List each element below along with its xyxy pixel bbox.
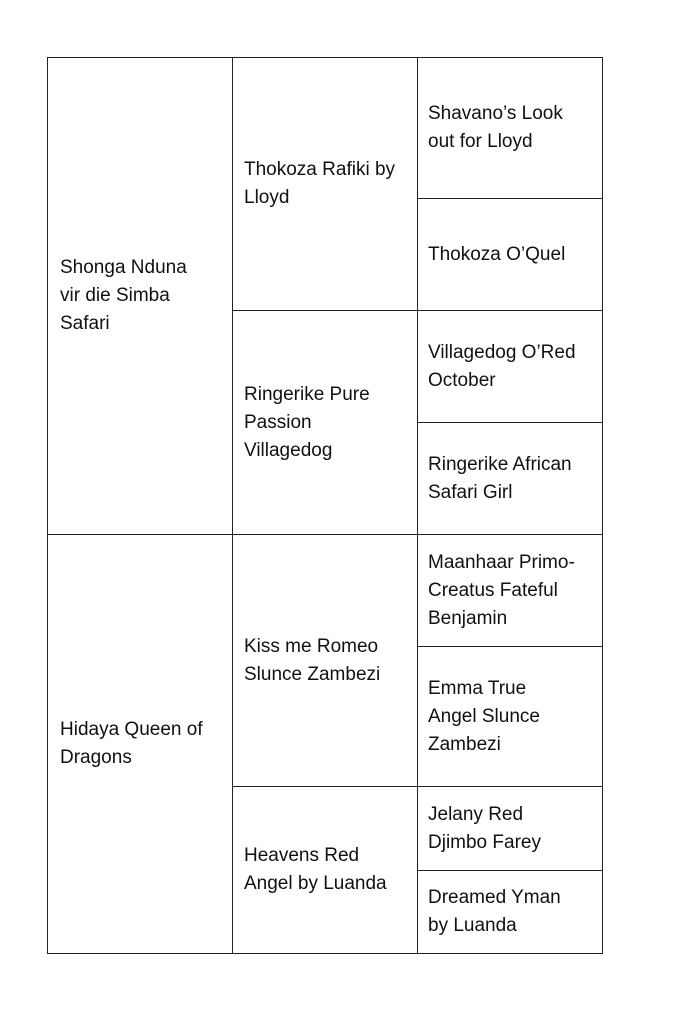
- sire-dam-sire-name: Villagedog O’Red October: [428, 341, 576, 391]
- sire-sire-sire-name: Shavano’s Look out for Lloyd: [428, 103, 563, 152]
- dam-dam-dam-cell: [418, 870, 602, 953]
- sire-sire-cell: [233, 58, 418, 310]
- sire-sire-dam-cell: [418, 198, 602, 310]
- sire-dam-cell: [233, 310, 418, 534]
- sire-dam-name: Ringerike Pure Passion Villagedog: [244, 383, 370, 461]
- dam-sire-sire-cell: [418, 534, 602, 646]
- sire-name: Shonga Nduna vir die Simba Safari: [60, 257, 187, 334]
- dam-name: Hidaya Queen of Dragons: [60, 719, 203, 768]
- dam-dam-sire-cell: [418, 786, 602, 870]
- dam-sire-sire-name: Maanhaar Primo- Creatus Fateful Benjamin: [428, 551, 575, 629]
- sire-sire-dam-name: Thokoza O’Quel: [428, 243, 566, 265]
- sire-cell: [48, 58, 233, 534]
- dam-dam-cell: [233, 786, 418, 953]
- dam-sire-dam-name: Emma True Angel Slunce Zambezi: [428, 677, 540, 755]
- sire-dam-dam-name: Ringerike African Safari Girl: [428, 453, 572, 503]
- dam-dam-name: Heavens Red Angel by Luanda: [244, 845, 387, 894]
- sire-dam-sire-cell: [418, 310, 602, 422]
- dam-sire-cell: [233, 534, 418, 786]
- dam-dam-sire-name: Jelany Red Djimbo Farey: [428, 803, 541, 853]
- pedigree-table: [47, 57, 603, 954]
- dam-cell: [48, 534, 233, 953]
- sire-sire-sire-cell: [418, 58, 602, 198]
- sire-sire-name: Thokoza Rafiki by Lloyd: [244, 159, 396, 208]
- dam-sire-name: Kiss me Romeo Slunce Zambezi: [244, 635, 381, 685]
- dam-dam-dam-name: Dreamed Yman by Luanda: [428, 887, 561, 936]
- dam-sire-dam-cell: [418, 646, 602, 786]
- sire-dam-dam-cell: [418, 422, 602, 534]
